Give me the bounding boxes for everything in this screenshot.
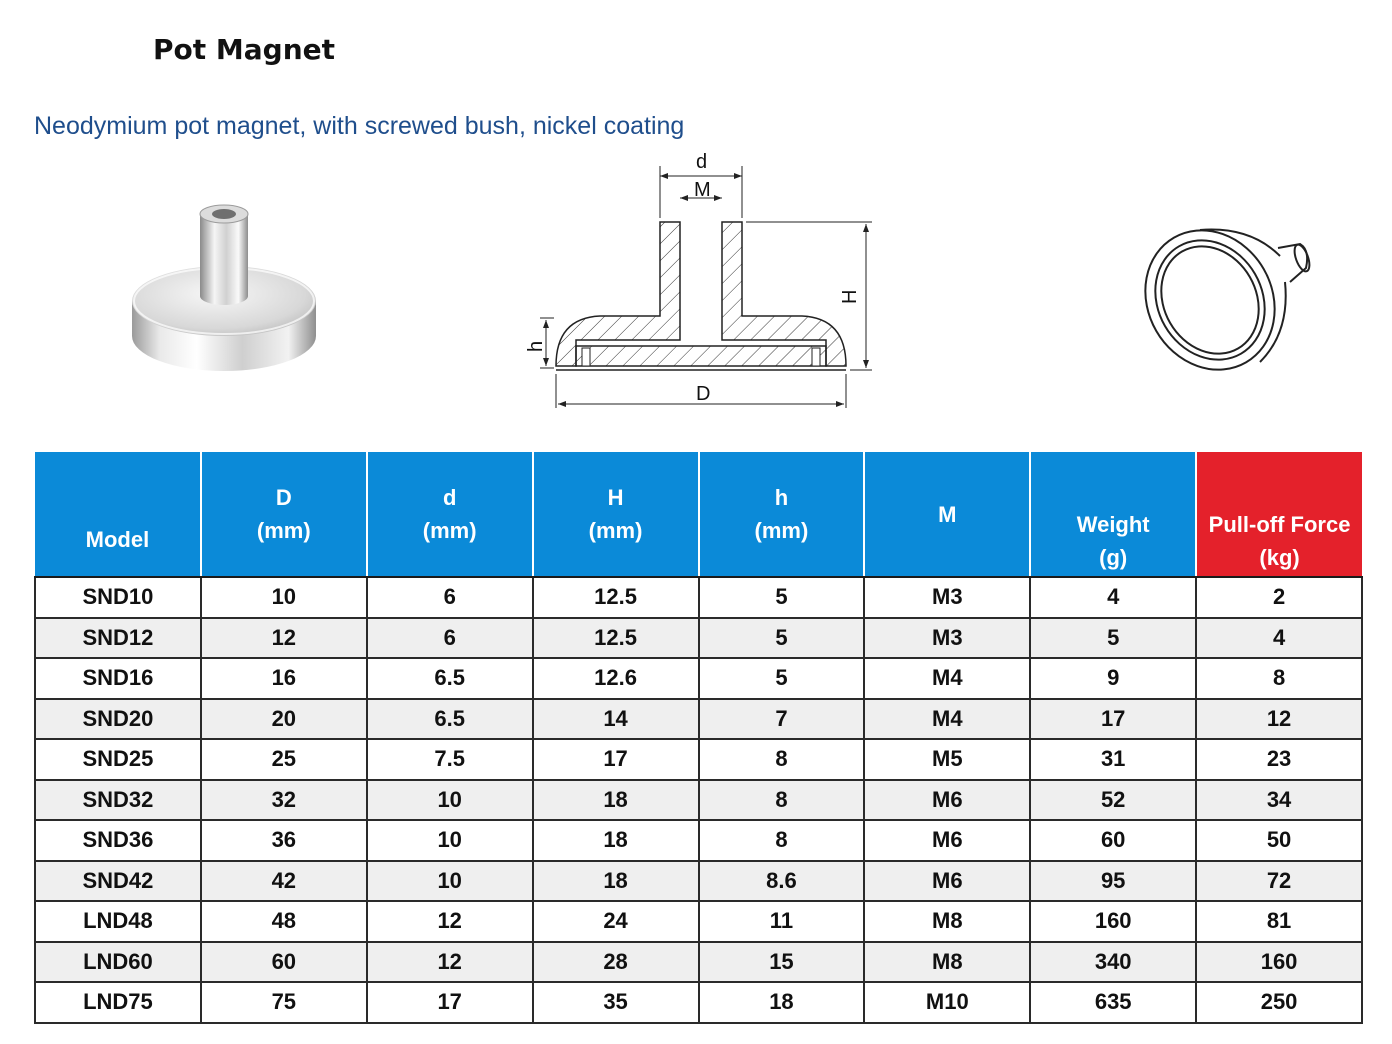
cell-model: LND48 — [35, 901, 201, 942]
cell-H: 18 — [533, 820, 699, 861]
table-row — [35, 942, 1362, 983]
table-body — [35, 577, 1362, 1023]
cell-D: 12 — [201, 618, 367, 659]
header-M: M — [864, 452, 1030, 577]
header-d-unit: (mm) — [422, 518, 477, 543]
table-row — [35, 982, 1362, 1023]
table-row — [35, 780, 1362, 821]
cell-H: 18 — [533, 780, 699, 821]
table-row — [35, 861, 1362, 902]
cell-d: 6.5 — [367, 699, 533, 740]
pot-magnet-photo — [124, 196, 324, 386]
cell-weight: 5 — [1030, 618, 1196, 659]
header-pull-off-force — [1196, 452, 1362, 577]
cross-section-drawing — [520, 146, 880, 416]
label-H: H — [839, 289, 861, 304]
cell-D: 25 — [201, 739, 367, 780]
header-force-unit: (kg) — [1259, 545, 1300, 570]
page-title: Pot Magnet — [153, 33, 335, 66]
table-row — [35, 658, 1362, 699]
header-H — [533, 452, 699, 577]
cell-D: 48 — [201, 901, 367, 942]
cell-H: 35 — [533, 982, 699, 1023]
cell-H: 18 — [533, 861, 699, 902]
cell-d: 6 — [367, 577, 533, 618]
table-row — [35, 577, 1362, 618]
cell-H: 28 — [533, 942, 699, 983]
pot-magnet-outline — [1140, 212, 1315, 382]
cell-weight: 52 — [1030, 780, 1196, 821]
cell-D: 20 — [201, 699, 367, 740]
header-h — [699, 452, 865, 577]
cell-h: 11 — [699, 901, 865, 942]
cell-D: 42 — [201, 861, 367, 902]
cell-weight: 95 — [1030, 861, 1196, 902]
table-row — [35, 699, 1362, 740]
table-row — [35, 901, 1362, 942]
cell-force: 2 — [1196, 577, 1362, 618]
cell-weight: 60 — [1030, 820, 1196, 861]
cell-H: 14 — [533, 699, 699, 740]
cell-M: M8 — [864, 942, 1030, 983]
cell-d: 17 — [367, 982, 533, 1023]
cell-model: SND16 — [35, 658, 201, 699]
cell-d: 10 — [367, 820, 533, 861]
cell-H: 12.5 — [533, 577, 699, 618]
cell-model: SND36 — [35, 820, 201, 861]
cell-force: 160 — [1196, 942, 1362, 983]
cell-D: 60 — [201, 942, 367, 983]
cell-H: 17 — [533, 739, 699, 780]
cell-model: SND42 — [35, 861, 201, 902]
cell-force: 12 — [1196, 699, 1362, 740]
cell-M: M6 — [864, 780, 1030, 821]
cell-h: 7 — [699, 699, 865, 740]
cell-h: 5 — [699, 658, 865, 699]
header-weight-unit: (g) — [1099, 545, 1128, 570]
label-D: D — [696, 383, 711, 405]
cell-model: SND25 — [35, 739, 201, 780]
cell-D: 75 — [201, 982, 367, 1023]
cell-d: 12 — [367, 942, 533, 983]
cell-model: SND32 — [35, 780, 201, 821]
header-force-name: Pull-off Force — [1208, 512, 1351, 537]
cell-h: 8 — [699, 739, 865, 780]
cell-force: 23 — [1196, 739, 1362, 780]
cell-M: M3 — [864, 618, 1030, 659]
cell-M: M4 — [864, 658, 1030, 699]
table-header-row — [35, 452, 1362, 577]
cell-H: 24 — [533, 901, 699, 942]
cell-M: M6 — [864, 861, 1030, 902]
cell-D: 32 — [201, 780, 367, 821]
table-row — [35, 820, 1362, 861]
header-d — [367, 452, 533, 577]
cell-weight: 17 — [1030, 699, 1196, 740]
cell-M: M8 — [864, 901, 1030, 942]
cell-model: SND10 — [35, 577, 201, 618]
cell-force: 250 — [1196, 982, 1362, 1023]
cell-model: SND20 — [35, 699, 201, 740]
cell-d: 10 — [367, 780, 533, 821]
cell-d: 10 — [367, 861, 533, 902]
cell-force: 81 — [1196, 901, 1362, 942]
cell-weight: 635 — [1030, 982, 1196, 1023]
header-model: Model — [35, 452, 201, 577]
cell-h: 8 — [699, 780, 865, 821]
header-h-name: h — [774, 485, 789, 510]
cell-weight: 9 — [1030, 658, 1196, 699]
cell-M: M3 — [864, 577, 1030, 618]
header-weight-name: Weight — [1076, 512, 1150, 537]
cell-model: LND75 — [35, 982, 201, 1023]
cell-H: 12.5 — [533, 618, 699, 659]
cell-h: 18 — [699, 982, 865, 1023]
header-H-name: H — [607, 485, 624, 510]
cell-d: 12 — [367, 901, 533, 942]
cell-D: 36 — [201, 820, 367, 861]
cell-H: 12.6 — [533, 658, 699, 699]
cell-M: M6 — [864, 820, 1030, 861]
cell-h: 5 — [699, 577, 865, 618]
cell-model: LND60 — [35, 942, 201, 983]
cell-force: 34 — [1196, 780, 1362, 821]
cell-force: 72 — [1196, 861, 1362, 902]
cell-force: 4 — [1196, 618, 1362, 659]
cell-weight: 4 — [1030, 577, 1196, 618]
cell-M: M5 — [864, 739, 1030, 780]
cell-M: M4 — [864, 699, 1030, 740]
label-d: d — [696, 151, 708, 173]
cell-h: 8 — [699, 820, 865, 861]
cell-weight: 160 — [1030, 901, 1196, 942]
header-weight — [1030, 452, 1196, 577]
cell-D: 16 — [201, 658, 367, 699]
cell-model: SND12 — [35, 618, 201, 659]
header-D — [201, 452, 367, 577]
header-D-unit: (mm) — [256, 518, 311, 543]
cell-d: 6 — [367, 618, 533, 659]
cell-h: 15 — [699, 942, 865, 983]
cell-d: 7.5 — [367, 739, 533, 780]
cell-force: 50 — [1196, 820, 1362, 861]
table-row — [35, 739, 1362, 780]
header-H-unit: (mm) — [588, 518, 643, 543]
label-M: M — [694, 179, 711, 201]
cell-M: M10 — [864, 982, 1030, 1023]
header-d-name: d — [442, 485, 457, 510]
cell-h: 5 — [699, 618, 865, 659]
cell-weight: 31 — [1030, 739, 1196, 780]
cell-weight: 340 — [1030, 942, 1196, 983]
cell-D: 10 — [201, 577, 367, 618]
page-subtitle: Neodymium pot magnet, with screwed bush, nickel coating — [34, 112, 685, 140]
header-D-name: D — [275, 485, 292, 510]
specs-table — [34, 452, 1363, 1024]
header-h-unit: (mm) — [754, 518, 809, 543]
label-h: h — [525, 340, 547, 352]
cell-h: 8.6 — [699, 861, 865, 902]
cell-d: 6.5 — [367, 658, 533, 699]
cell-force: 8 — [1196, 658, 1362, 699]
table-row — [35, 618, 1362, 659]
